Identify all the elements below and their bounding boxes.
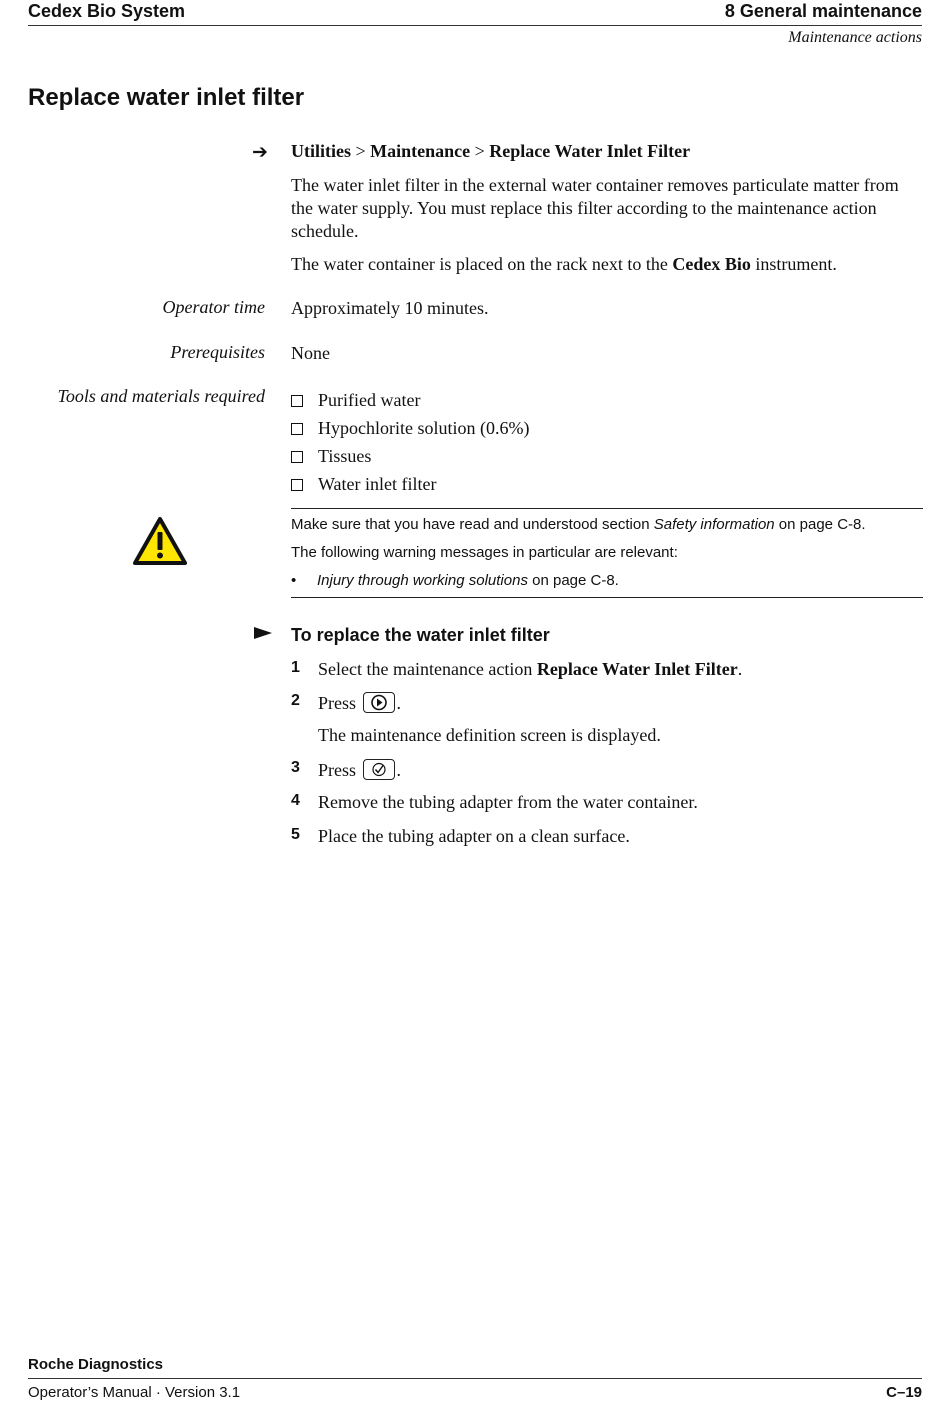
safety-notice xyxy=(291,508,923,598)
step-text xyxy=(318,692,401,714)
menu-path-utilities: Utilities xyxy=(291,141,351,161)
safety-notice-bullet xyxy=(291,572,619,589)
step-text: Remove the tubing adapter from the water container. xyxy=(318,792,698,812)
page-number: C–19 xyxy=(886,1384,922,1401)
section-title: Maintenance actions xyxy=(788,29,922,46)
step-text-end: . xyxy=(396,693,402,713)
checkbox-icon xyxy=(291,479,303,491)
injury-warning-reference: Injury through working solutions xyxy=(317,572,528,589)
tools-checklist xyxy=(291,386,529,498)
menu-path-separator: > xyxy=(474,141,485,161)
tools-label: Tools and materials required xyxy=(57,386,265,406)
page-title: Replace water inlet filter xyxy=(28,84,305,111)
maintenance-action-name: Replace Water Inlet Filter xyxy=(536,659,738,679)
step-result: The maintenance definition screen is displayed. xyxy=(318,725,661,745)
prerequisites-value: None xyxy=(291,343,330,363)
header-divider xyxy=(28,25,922,26)
procedure-title: To replace the water inlet filter xyxy=(291,625,550,645)
intro-text: The water container is placed on the rack next to the xyxy=(291,254,673,274)
safety-information-reference: Safety information xyxy=(653,516,775,533)
prerequisites-label: Prerequisites xyxy=(170,342,265,362)
document-product-name: Cedex Bio System xyxy=(28,1,186,21)
checklist-item xyxy=(291,414,529,442)
footer-company: Roche Diagnostics xyxy=(28,1356,164,1373)
instrument-name: Cedex Bio xyxy=(672,254,751,274)
checkbox-icon xyxy=(291,423,303,435)
step-text xyxy=(318,759,401,781)
footer-divider xyxy=(28,1378,922,1379)
step-text xyxy=(318,659,742,680)
checklist-item-label: Hypochlorite solution (0.6%) xyxy=(318,417,530,438)
step-number: 4 xyxy=(291,792,300,809)
footer-manual-version: Operator’s Manual · Version 3.1 xyxy=(28,1384,241,1401)
intro-paragraph: The water inlet filter in the external water container removes particulate matter from the water supply. You must replace this filter according to the maintenance action schedule. xyxy=(291,175,899,241)
checkbox-icon xyxy=(291,395,303,407)
step-text-end: . xyxy=(737,659,743,679)
intro-paragraph-location xyxy=(291,253,923,276)
intro-text-end: instrument. xyxy=(750,254,837,274)
checklist-item xyxy=(291,442,529,470)
operator-time-label: Operator time xyxy=(162,297,265,317)
checklist-item-label: Tissues xyxy=(318,445,372,466)
step-text-part: Select the maintenance action xyxy=(318,659,537,679)
checklist-item xyxy=(291,470,529,498)
menu-path-maintenance: Maintenance xyxy=(370,141,471,161)
checkbox-icon xyxy=(291,451,303,463)
safety-notice-line xyxy=(291,516,866,533)
step-number: 3 xyxy=(291,759,300,776)
checklist-item-label: Water inlet filter xyxy=(318,473,437,494)
menu-path-separator: > xyxy=(355,141,366,161)
arrow-right-icon: ➔ xyxy=(252,142,268,163)
menu-path-replace-filter: Replace Water Inlet Filter xyxy=(489,141,691,161)
step-text-end: . xyxy=(396,760,402,780)
operator-time-value: Approximately 10 minutes. xyxy=(291,298,489,318)
chapter-title: 8 General maintenance xyxy=(724,1,922,21)
checklist-item xyxy=(291,386,529,414)
step-text: Place the tubing adapter on a clean surface. xyxy=(318,826,630,846)
bullet-icon: • xyxy=(291,572,297,589)
checklist-item-label: Purified water xyxy=(318,389,421,410)
confirm-button-icon xyxy=(363,759,395,780)
play-button-icon xyxy=(363,692,395,713)
warning-triangle-icon xyxy=(133,517,187,565)
step-number: 5 xyxy=(291,826,300,843)
menu-path xyxy=(291,141,690,162)
step-number: 1 xyxy=(291,659,300,676)
safety-page-ref: on page C-8. xyxy=(774,516,866,533)
step-text-part: Press xyxy=(318,760,361,780)
step-text-part: Press xyxy=(318,693,361,713)
procedure-triangle-icon xyxy=(254,626,272,640)
safety-notice-line: The following warning messages in particular are relevant: xyxy=(291,544,678,561)
injury-page-ref: on page C-8. xyxy=(527,572,619,589)
step-number: 2 xyxy=(291,692,300,709)
safety-text: Make sure that you have read and understood section xyxy=(291,516,654,533)
